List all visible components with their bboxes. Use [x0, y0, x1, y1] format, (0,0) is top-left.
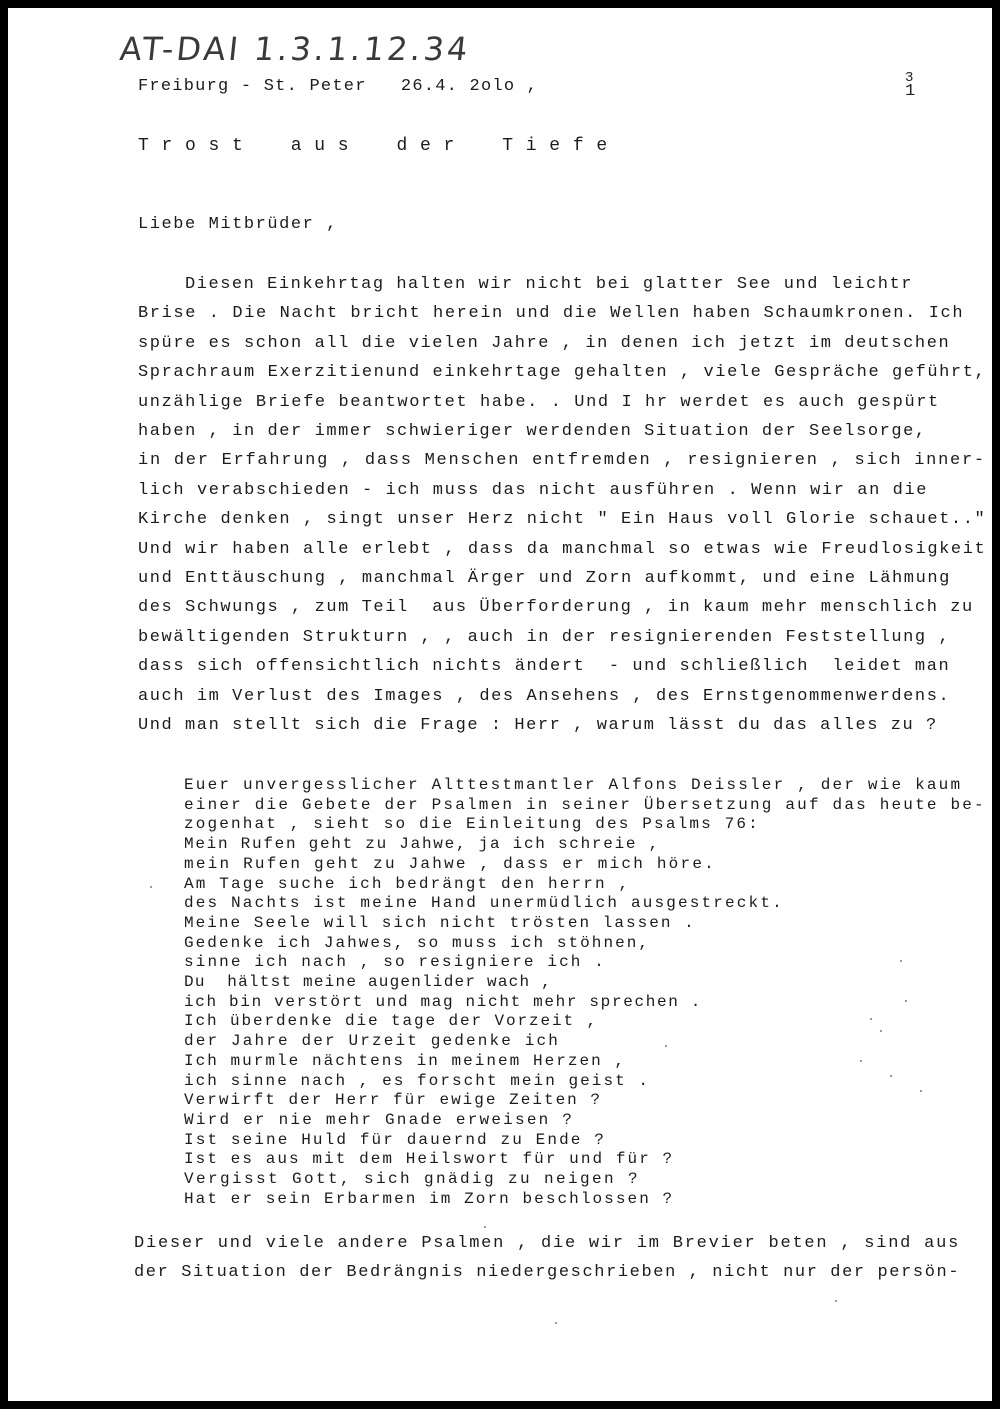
closing-line-2: der Situation der Bedrängnis niedergeschrieben , nicht nur der persön- — [134, 1263, 961, 1282]
speck — [905, 1000, 907, 1002]
paragraph-line-1: Diesen Einkehrtag halten wir nicht bei glatter See und leichtr — [138, 275, 913, 294]
closing-line-1: Dieser und viele andere Psalmen , die wir im Brevier beten , sind aus — [134, 1234, 961, 1253]
speck — [870, 1018, 872, 1020]
salutation: Liebe Mitbrüder , — [138, 215, 338, 234]
handwritten-archive-reference: AT-DAI 1.3.1.12.34 — [118, 30, 473, 68]
psalm-line-15: Ich murmle nächtens in meinem Herzen , — [184, 1051, 626, 1070]
psalm-line-17: Verwirft der Herr für ewige Zeiten ? — [184, 1091, 603, 1110]
psalm-line-13: Ich überdenke die tage der Vorzeit , — [184, 1012, 599, 1031]
page-number — [905, 70, 946, 152]
paragraph-line-15: auch im Verlust des Images , des Ansehens , des Ernstgenommenwerdens. — [138, 686, 951, 706]
paragraph-line-14: dass sich offensichtlich nichts ändert - und schließlich leidet man — [138, 657, 951, 677]
paragraph-line-10: Und wir haben alle erlebt , dass da manchmal so etwas wie Freudlosigkeit — [138, 539, 987, 559]
paragraph-line-3: spüre es schon all die vielen Jahre , in denen ich jetzt im deutschen — [138, 333, 951, 353]
psalm-line-22: Hat er sein Erbarmen im Zorn beschlossen ? — [184, 1189, 675, 1208]
psalm-line-2: einer die Gebete der Psalmen in seiner Übersetzung auf das heute be- — [184, 795, 986, 814]
psalm-line-14: der Jahre der Urzeit gedenke ich — [184, 1032, 561, 1051]
letter-title: T r o s t a u s d e r T i e f e — [138, 136, 609, 156]
speck — [835, 1300, 837, 1302]
paragraph-line-7: in der Erfahrung , dass Menschen entfremden , resignieren , sich inner- — [138, 451, 986, 471]
psalm-line-16: ich sinne nach , es forscht mein geist . — [184, 1071, 651, 1090]
psalm-line-10: sinne ich nach , so resigniere ich . — [184, 953, 606, 972]
psalm-line-5: mein Rufen geht zu Jahwe , dass er mich höre. — [184, 854, 716, 873]
paragraph-line-2: Brise . Die Nacht bricht herein und die Wellen haben Schaumkronen. Ich — [138, 304, 965, 324]
psalm-line-9: Gedenke ich Jahwes, so muss ich stöhnen, — [184, 933, 651, 952]
paragraph-line-4: Sprachraum Exerzitienund einkehrtage gehalten , viele Gespräche geführt, — [138, 363, 987, 383]
speck — [920, 1090, 922, 1092]
page-number-upper: 3 — [905, 70, 914, 86]
speck — [555, 1322, 557, 1324]
psalm-line-4: Mein Rufen geht zu Jahwe, ja ich schreie , — [184, 835, 660, 854]
speck — [665, 1045, 667, 1047]
paragraph-line-6: haben , in der immer schwieriger werdenden Situation der Seelsorge, — [138, 422, 927, 441]
speck — [900, 960, 902, 962]
paragraph-line-16: Und man stellt sich die Frage : Herr , warum lässt du das alles zu ? — [138, 716, 938, 735]
psalm-line-7: des Nachts ist meine Hand unermüdlich ausgestreckt. — [184, 894, 784, 913]
psalm-line-1: Euer unvergesslicher Alttestmantler Alfons Deissler , der wie kaum — [184, 776, 963, 794]
psalm-line-19: Ist seine Huld für dauernd zu Ende ? — [184, 1130, 606, 1149]
speck — [880, 1030, 882, 1032]
paragraph-line-11: und Enttäuschung , manchmal Ärger und Zorn aufkommt, und eine Lähmung — [138, 569, 951, 588]
psalm-line-18: Wird er nie mehr Gnade erweisen ? — [184, 1110, 575, 1129]
document-page — [8, 8, 992, 1401]
psalm-line-11: Du hältst meine augenlider wach , — [184, 973, 552, 991]
paragraph-line-5: unzählige Briefe beantwortet habe. . Und I hr werdet es auch gespürt — [138, 392, 940, 412]
speck — [860, 1060, 862, 1062]
page-number-lower: 1 — [905, 82, 916, 101]
psalm-line-6: Am Tage suche ich bedrängt den herrn , — [184, 874, 631, 893]
psalm-line-21: Vergisst Gott, sich gnädig zu neigen ? — [184, 1170, 641, 1188]
speck — [890, 1075, 892, 1077]
paragraph-line-13: bewältigenden Strukturn , , auch in der resignierenden Feststellung , — [138, 627, 951, 647]
place-and-date: Freiburg - St. Peter 26.4. 2olo , — [138, 77, 539, 96]
paragraph-line-12: des Schwungs , zum Teil aus Überforderung , in kaum mehr menschlich zu — [138, 598, 974, 618]
paragraph-line-9: Kirche denken , singt unser Herz nicht " Ein Haus voll Glorie schauet.." — [138, 510, 987, 530]
speck — [150, 886, 152, 888]
psalm-line-12: ich bin verstört und mag nicht mehr sprechen . — [184, 992, 703, 1011]
paragraph-line-8: lich verabschieden - ich muss das nicht ausführen . Wenn wir an die — [138, 480, 929, 500]
speck — [484, 1226, 486, 1228]
psalm-line-8: Meine Seele will sich nicht trösten lassen . — [184, 913, 696, 932]
psalm-line-3: zogenhat , sieht so die Einleitung des Psalms 76: — [184, 815, 760, 834]
psalm-line-20: Ist es aus mit dem Heilswort für und für ? — [184, 1150, 675, 1169]
